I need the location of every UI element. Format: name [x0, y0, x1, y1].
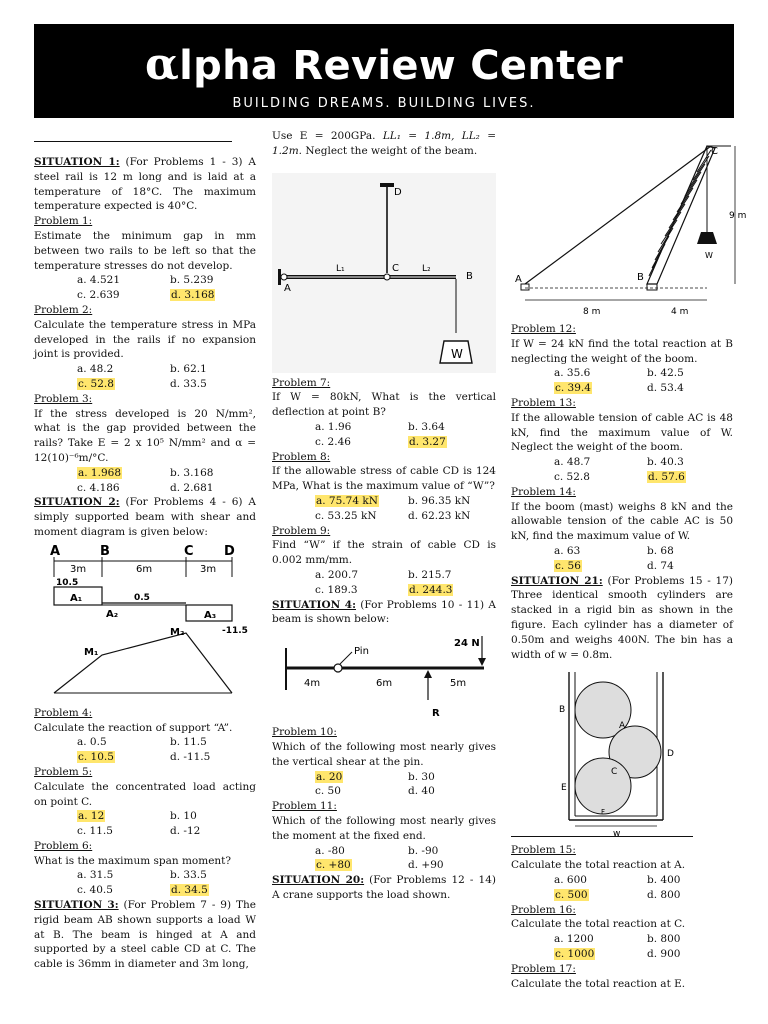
- label-m2: M₂: [170, 626, 185, 638]
- choice: d. 900: [647, 947, 681, 960]
- answer-choices: [34, 273, 256, 303]
- dim-6m: 6m: [136, 563, 153, 575]
- dim-6m: 6m: [376, 678, 393, 690]
- problem-text: If W = 80kN, What is the vertical deflection at point B?: [272, 391, 496, 419]
- answer-choices: [511, 873, 733, 903]
- shear-value-neg-11-5: -11.5: [222, 625, 248, 636]
- problem-text: Which of the following most nearly gives the moment at the fixed end.: [272, 814, 496, 842]
- problem-text: What is the maximum span moment?: [34, 854, 232, 867]
- problem-label: Problem 10:: [272, 726, 337, 739]
- problem-text: Which of the following most nearly gives the vertical shear at the pin.: [272, 740, 496, 768]
- label-a: A: [284, 282, 291, 294]
- problem-text: Calculate the temperature stress in MPa developed in the rails if no expansion joint is provided.: [34, 318, 256, 361]
- label-a: A: [515, 274, 522, 285]
- highlighted-answer: c. 52.8: [78, 377, 114, 390]
- situation-heading: SITUATION 1:: [34, 156, 120, 168]
- problem-label: Problem 2:: [34, 303, 93, 316]
- choice: b. 42.5: [647, 367, 684, 380]
- answer-choices: [511, 366, 733, 396]
- answer-choices: [34, 809, 256, 839]
- choice: a. 0.5: [77, 736, 107, 749]
- label-load: 24 N: [454, 638, 480, 650]
- choice: b. 215.7: [408, 568, 452, 581]
- label-width-w: w: [613, 829, 621, 840]
- anchor-a: [521, 284, 529, 290]
- situation-heading: SITUATION 4:: [272, 598, 356, 611]
- problem-label: Problem 14:: [511, 485, 576, 498]
- label-b: B: [466, 270, 473, 282]
- problem-label: Problem 4:: [34, 706, 93, 719]
- problem-label: Problem 7:: [272, 376, 331, 389]
- label-d: D: [394, 186, 402, 198]
- choice: c. 11.5: [77, 825, 113, 838]
- choice: c. 2.639: [77, 289, 120, 302]
- alpha-logo-glyph: α: [145, 39, 180, 90]
- problem-label: Problem 15:: [511, 844, 576, 857]
- problem-text: Calculate the concentrated load acting on point C.: [34, 780, 256, 808]
- situation-3-continued: [272, 129, 496, 159]
- choice: b. 33.5: [170, 869, 207, 882]
- situation-2: [34, 495, 256, 539]
- highlighted-answer: c. +80: [316, 859, 351, 872]
- label-a: A: [619, 721, 626, 732]
- label-c: C: [184, 543, 194, 559]
- cylinder-bin-figure: [511, 668, 733, 840]
- situation-20: [272, 873, 496, 903]
- dim-9m: 9 m: [729, 211, 747, 221]
- label-a: A: [50, 543, 61, 559]
- choice: a. 4.521: [77, 274, 120, 287]
- problem-text: If the allowable tension of cable AC is 48 kN, find the maximum value of W. Neglect the weight of the boom.: [511, 411, 733, 454]
- shear-value-0-5: 0.5: [134, 592, 150, 603]
- answer-choices: [34, 362, 256, 392]
- choice: d. 74: [647, 559, 674, 572]
- load-w: [697, 232, 717, 244]
- choice: a. 1.96: [315, 420, 352, 433]
- choice: b. 3.168: [170, 466, 214, 479]
- dim-4m: 4m: [304, 678, 321, 690]
- choice: a. 600: [554, 873, 587, 886]
- problem-label: Problem 13:: [511, 396, 576, 409]
- choice: a. 48.7: [554, 456, 591, 469]
- dim-3m: 3m: [70, 563, 87, 575]
- label-l1: L₁: [336, 263, 345, 274]
- situation-text: (For Problems 10 - 11) A beam is shown below:: [272, 598, 496, 626]
- highlighted-answer: c. 39.4: [555, 382, 591, 395]
- choice: b. 10: [170, 810, 197, 823]
- pin: [334, 664, 342, 672]
- choice: b. 3.64: [408, 420, 445, 433]
- problem-text: Calculate the total reaction at C.: [511, 918, 686, 931]
- label-m1: M₁: [84, 646, 99, 658]
- choice: a. 48.2: [77, 363, 114, 376]
- intro-text: . Neglect the weight of the beam.: [298, 144, 478, 157]
- problem-label: Problem 8:: [272, 450, 331, 463]
- label-b: B: [637, 272, 644, 283]
- dim-4m: 4 m: [671, 307, 689, 317]
- problem-label: Problem 16:: [511, 903, 576, 916]
- situation-text: (For Problems 15 - 17) Three identical smooth cylinders are stacked in a rigid bin as shown in the figure. Each cylinder has a diameter of 0.50m and weighs 400N. The bin has a width of w = 0.8m.: [511, 574, 733, 661]
- highlighted-answer: a. 12: [78, 810, 105, 823]
- intro-text: Use E = 200GPa.: [272, 130, 383, 142]
- problem-text: If the allowable stress of cable CD is 124 MPa, What is the maximum value of “W”?: [272, 465, 496, 493]
- choice: a. 31.5: [77, 869, 114, 882]
- highlighted-answer: d. 3.168: [171, 289, 215, 302]
- highlighted-answer: a. 20: [316, 770, 343, 783]
- answer-choices: [511, 932, 733, 962]
- intro-math: LL₁ = 1.8m, LL₂ = 1.2m: [272, 130, 497, 157]
- figure-divider-rule: [511, 836, 693, 837]
- label-pin: Pin: [354, 646, 369, 658]
- problem-text: If the boom (mast) weighs 8 kN and the allowable tension of the cable AC is 50 kN, find the maximum value of W.: [511, 500, 733, 543]
- crane-figure: [511, 134, 751, 320]
- hinge-a: [281, 274, 287, 280]
- dim-5m: 5m: [450, 678, 467, 690]
- answer-choices: [272, 420, 496, 450]
- highlighted-answer: d. 34.5: [171, 884, 208, 897]
- highlighted-answer: c. 1000: [555, 947, 595, 960]
- load-arrowhead: [478, 658, 486, 666]
- choice: d. 33.5: [170, 377, 207, 390]
- label-f: F: [601, 808, 606, 817]
- label-c: C: [392, 262, 399, 274]
- choice: b. -90: [408, 844, 439, 857]
- choice: b. 68: [647, 544, 674, 557]
- choice: b. 400: [647, 873, 681, 886]
- column-middle: [272, 129, 496, 903]
- highlighted-answer: d. 244.3: [409, 583, 453, 596]
- base-b: [647, 284, 657, 290]
- dim-3m: 3m: [200, 563, 217, 575]
- situation-1: [34, 155, 256, 214]
- choice: b. 40.3: [647, 456, 684, 469]
- choice: b. 62.1: [170, 363, 207, 376]
- rigid-beam-figure: [272, 173, 496, 373]
- situation-text: (For Problem 7 - 9) The rigid beam AB shown supports a load W at B. The beam is hinged at A and supported by a steel cable CD at C. The cable is 36mm in diameter and 3m long,: [34, 899, 256, 971]
- problem-text: If the stress developed is 20 N/mm², what is the gap provided between the rails? Take E = 2 x 10⁵ N/mm² and α = 12(10)⁻⁶m/°C.: [34, 407, 256, 464]
- choice: d. -12: [170, 825, 201, 838]
- choice: d. 800: [647, 888, 681, 901]
- reaction-arrowhead: [424, 670, 432, 678]
- label-c: C: [711, 146, 718, 157]
- situation-heading: SITUATION 21:: [511, 574, 603, 587]
- ceiling-support: [380, 183, 394, 187]
- choice: c. 53.25 kN: [315, 509, 377, 522]
- dim-8m: 8 m: [583, 307, 601, 317]
- problem-label: Problem 1:: [34, 215, 93, 228]
- label-a1: A₁: [70, 592, 83, 604]
- answer-choices: [272, 844, 496, 874]
- choice: a. 63: [554, 544, 581, 557]
- highlighted-answer: d. 57.6: [648, 470, 685, 483]
- choice: b. 11.5: [170, 736, 207, 749]
- label-a2: A₂: [106, 608, 119, 620]
- problem-label: Problem 12:: [511, 323, 576, 335]
- situation-text: (For Problems 1 - 3) A steel rail is 12 m long and is laid at a temperature of 18°C. The maximum temperature expected is 40°C.: [34, 156, 256, 213]
- choice: c. 4.186: [77, 481, 120, 494]
- choice: d. 40: [408, 785, 435, 798]
- banner-title-text: lpha Review Center: [179, 43, 623, 89]
- answer-choices: [511, 544, 733, 574]
- shear-value-10-5: 10.5: [56, 577, 79, 588]
- label-l2: L₂: [422, 263, 431, 274]
- pinned-beam-figure: [272, 630, 496, 722]
- choice: b. 5.239: [170, 274, 214, 287]
- label-b: B: [559, 705, 566, 716]
- problem-label: Problem 17:: [511, 962, 576, 975]
- banner-tagline: BUILDING DREAMS. BUILDING LIVES.: [232, 96, 536, 111]
- problem-text: Estimate the minimum gap in mm between two rails to be left so that the temperature stresses do not develop.: [34, 229, 256, 272]
- choice: a. 35.6: [554, 367, 591, 380]
- highlighted-answer: a. 1.968: [78, 466, 121, 479]
- highlighted-answer: c. 10.5: [78, 751, 114, 764]
- label-a3: A₃: [204, 609, 217, 621]
- situation-4: [272, 598, 496, 628]
- problem-label: Problem 11:: [272, 800, 337, 813]
- boom: [647, 146, 715, 284]
- answer-choices: [272, 494, 496, 524]
- highlighted-answer: c. 56: [555, 559, 581, 572]
- choice: c. 40.5: [77, 884, 113, 897]
- problem-label: Problem 3:: [34, 392, 93, 405]
- problem-label: Problem 9:: [272, 524, 331, 537]
- choice: d. -11.5: [170, 751, 211, 764]
- situation-text: (For Problems 4 - 6) A simply supported beam with shear and moment diagram is given below:: [34, 496, 256, 538]
- shear-moment-diagram: [34, 543, 256, 703]
- pin-leader: [340, 652, 352, 664]
- problem-text: Calculate the reaction of support “A”.: [34, 721, 233, 734]
- choice: b. 30: [408, 770, 435, 783]
- column-left: [34, 155, 256, 972]
- wall-support: [278, 269, 281, 285]
- problem-text: Find “W” if the strain of cable CD is 0.002 mm/mm.: [272, 539, 496, 567]
- situation-21: [511, 574, 733, 663]
- answer-choices: [272, 770, 496, 800]
- problem-text: Calculate the total reaction at A.: [511, 859, 686, 872]
- choice: d. 2.681: [170, 481, 214, 494]
- label-d: D: [224, 543, 235, 559]
- choice: d. 53.4: [647, 382, 684, 395]
- point-c: [384, 274, 390, 280]
- choice: d. 62.23 kN: [408, 509, 471, 522]
- label-r: R: [432, 708, 440, 720]
- label-e: E: [561, 783, 567, 794]
- situation-heading: SITUATION 20:: [272, 874, 365, 887]
- choice: a. 1200: [554, 933, 594, 946]
- choice: d. +90: [408, 859, 444, 872]
- label-w: W: [451, 346, 463, 361]
- column-divider-rule: [34, 141, 232, 142]
- choice: c. 189.3: [315, 583, 358, 596]
- cable-ac: [525, 146, 711, 284]
- problem-label: Problem 5:: [34, 765, 93, 778]
- highlighted-answer: c. 500: [555, 888, 588, 901]
- answer-choices: [34, 735, 256, 765]
- label-b: B: [100, 543, 110, 559]
- column-right: [511, 322, 733, 991]
- situation-heading: SITUATION 2:: [34, 496, 120, 509]
- header-banner: [34, 24, 734, 118]
- choice: a. -80: [315, 844, 345, 857]
- choice: c. 2.46: [315, 435, 351, 448]
- label-d: D: [667, 749, 674, 760]
- highlighted-answer: a. 75.74 kN: [316, 494, 378, 507]
- answer-choices: [511, 455, 733, 485]
- choice: c. 52.8: [554, 470, 590, 483]
- answer-choices: [34, 868, 256, 898]
- situation-text: (For Problems 12 - 14) A crane supports the load shown.: [272, 874, 497, 901]
- problem-label: Problem 6:: [34, 839, 93, 852]
- label-c: C: [611, 767, 618, 778]
- situation-heading: SITUATION 3:: [34, 899, 119, 912]
- choice: c. 50: [315, 785, 341, 798]
- moment-curve: [54, 633, 232, 693]
- choice: b. 800: [647, 933, 681, 946]
- banner-title: [34, 39, 734, 90]
- problem-text: Calculate the total reaction at E.: [511, 977, 686, 990]
- answer-choices: [272, 568, 496, 598]
- choice: a. 200.7: [315, 568, 358, 581]
- situation-3: [34, 898, 256, 972]
- label-w: W: [705, 251, 713, 260]
- answer-choices: [34, 466, 256, 496]
- problem-text: If W = 24 kN find the total reaction at B neglecting the weight of the boom.: [511, 337, 733, 365]
- choice: b. 96.35 kN: [408, 494, 471, 507]
- highlighted-answer: d. 3.27: [409, 435, 446, 448]
- cylinder-bottom: [575, 758, 631, 817]
